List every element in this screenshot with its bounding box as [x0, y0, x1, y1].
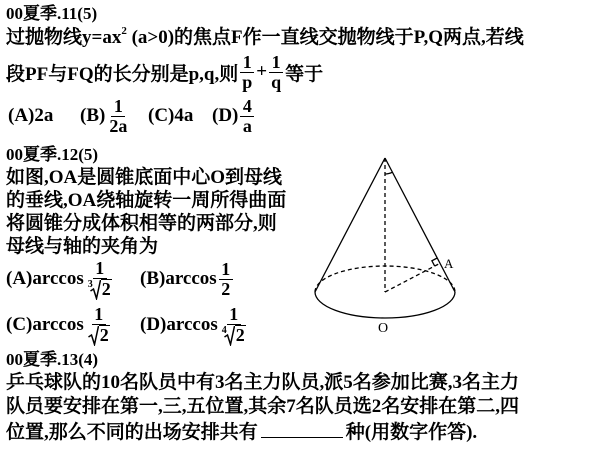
option-label: (A) — [8, 105, 35, 126]
option-label: (D) — [212, 105, 239, 126]
q11-line-2-pre: 段PF与FQ的长分别是p,q,则 — [6, 63, 239, 85]
q11-header: 00夏季.11(5) — [6, 4, 98, 23]
fourth-root — [222, 325, 246, 346]
option-label: (D)arccos — [140, 314, 218, 335]
q12-options-row-1 — [0, 257, 290, 301]
cone-left-generatrix — [315, 158, 385, 292]
denominator: 2a — [109, 115, 128, 136]
option-label: (B) — [80, 105, 106, 126]
option-fraction — [86, 305, 112, 346]
denominator — [220, 325, 248, 346]
q11-option-d — [212, 95, 256, 137]
q11-line-1 — [6, 27, 524, 49]
q12-header: 00夏季.12(5) — [6, 145, 99, 164]
q12-line-3: 将圆锥分成体积相等的两部分,则 — [6, 213, 277, 234]
denominator — [86, 325, 112, 346]
root-index: 3 — [87, 278, 93, 290]
radical-sign-icon — [221, 324, 235, 346]
option-fraction — [86, 259, 114, 300]
root-index: 4 — [221, 324, 227, 336]
q11-line-2 — [6, 51, 323, 93]
q12-option-d — [140, 303, 250, 347]
numerator: 1 — [219, 260, 233, 280]
option-fraction — [240, 97, 254, 136]
radical-sign-icon — [87, 278, 101, 300]
numerator: 1 — [93, 259, 107, 279]
q13-line-3-post: 种(用数字作答). — [345, 422, 478, 443]
option-fraction — [220, 305, 248, 346]
option-label: (C) — [148, 105, 175, 126]
q11-option-a — [8, 95, 53, 137]
option-value: 2a — [34, 105, 54, 126]
q12-option-a — [6, 257, 116, 301]
label-a: A — [444, 256, 454, 271]
q12-option-c — [6, 303, 114, 347]
q11-option-c — [148, 95, 193, 137]
exponent: 2 — [121, 25, 127, 37]
q12-line-4: 母线与轴的夹角为 — [6, 236, 159, 257]
denominator: 2 — [221, 278, 231, 299]
q12-line-2: 的垂线,OA绕轴旋转一周所得曲面 — [6, 190, 287, 211]
base-front-arc — [315, 292, 455, 318]
q13-line-2: 队员要安排在第一,三,五位置,其余7名队员选2名安排在第二,四 — [6, 396, 520, 417]
denominator: a — [242, 115, 252, 136]
option-fraction — [219, 260, 233, 299]
q13-line-3-pre: 位置,那么不同的出场安排共有 — [6, 422, 258, 443]
denominator — [86, 279, 114, 300]
fraction-one-over-q — [269, 53, 283, 92]
q11-line-2-post: 等于 — [285, 63, 324, 85]
label-o: O — [378, 321, 389, 336]
radical-sign-icon — [88, 325, 99, 346]
q12-line-1: 如图,OA是圆锥底面中心O到母线 — [6, 167, 283, 188]
q13-line-1: 乒乓球队的10名队员中有3名主力队员,派5名参加比赛,3名主力 — [6, 372, 520, 393]
square-root — [88, 325, 110, 346]
q12-option-b — [140, 257, 235, 301]
numerator: 1 — [269, 53, 283, 73]
numerator: 1 — [227, 305, 241, 325]
answer-blank — [261, 420, 343, 438]
radicand: 2 — [99, 324, 109, 345]
fraction-one-over-p — [240, 53, 254, 92]
plus-operator: + — [256, 61, 268, 82]
option-value: 4a — [174, 105, 194, 126]
radicand: 2 — [235, 324, 245, 345]
cube-root — [88, 279, 112, 300]
q11-options — [0, 95, 300, 137]
numerator: 1 — [240, 53, 254, 73]
denominator: p — [242, 71, 253, 92]
q12-options-row-2 — [0, 303, 290, 347]
q11-line-1-post: (a>0)的焦点F作一直线交抛物线于P,Q两点,若线 — [126, 27, 524, 48]
option-label: (C)arccos — [6, 314, 84, 335]
option-fraction — [107, 97, 129, 136]
option-label: (A)arccos — [6, 268, 84, 289]
numerator: 1 — [92, 305, 106, 325]
apex-angle-arc — [385, 172, 392, 174]
numerator: 4 — [240, 97, 254, 117]
numerator: 1 — [111, 97, 125, 117]
cone-right-generatrix — [385, 158, 455, 292]
q11-option-b — [80, 95, 131, 137]
radicand: 2 — [101, 278, 111, 299]
q11-line-1-pre: 过抛物线y=ax — [6, 27, 122, 48]
q13-line-3 — [6, 420, 477, 442]
option-label: (B)arccos — [140, 268, 217, 289]
cone-figure — [300, 150, 475, 340]
denominator: q — [271, 71, 282, 92]
q13-header: 00夏季.13(4) — [6, 350, 99, 369]
